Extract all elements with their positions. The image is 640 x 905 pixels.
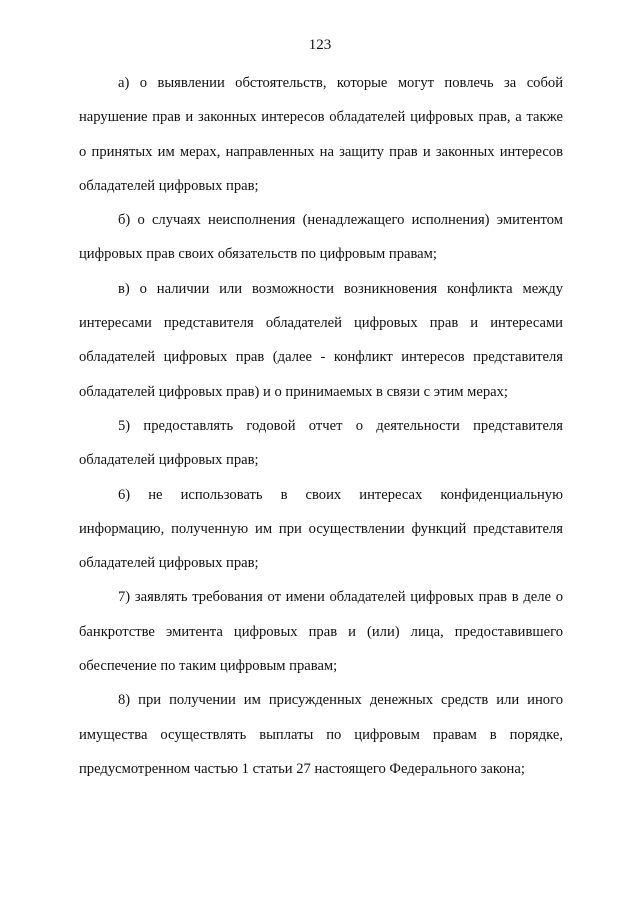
paragraph-6: 6) не использовать в своих интересах конфиденциальную информацию, полученную им при осуществлении функций представителя обладателей цифровых прав; [79,486,563,572]
paragraph-5: 5) предоставлять годовой отчет о деятельности представителя обладателей цифровых прав; [79,417,563,469]
paragraph-8: 8) при получении им присужденных денежных средств или иного имущества осуществлять выплаты по цифровым правам в порядке, предусмотренном частью 1 статьи 27 настоящего Федерального закона; [79,692,563,777]
page-number: 123 [308,37,332,53]
paragraph-b: б) о случаях неисполнения (ненадлежащего исполнения) эмитентом цифровых прав своих обязательств по цифровым правам; [79,212,563,263]
paragraph-7: 7) заявлять требования от имени обладателей цифровых прав в деле о банкротстве эмитента цифровых прав и (или) лица, предоставившего обеспечение по таким цифровым правам; [79,589,563,675]
paragraph-v: в) о наличии или возможности возникновения конфликта между интересами представителя обладателей цифровых прав и интересами обладателей цифровых прав (далее - конфликт интересов представителя обладателей цифровых прав) и о принимаемых в связи с этим мерах; [79,280,563,400]
paragraph-a: а) о выявлении обстоятельств, которые могут повлечь за собой нарушение прав и законных интересов обладателей цифровых прав, а также о принятых им мерах, направленных на защиту прав и законных интересов обладателей цифровых прав; [79,75,563,194]
document-body [79,66,563,786]
